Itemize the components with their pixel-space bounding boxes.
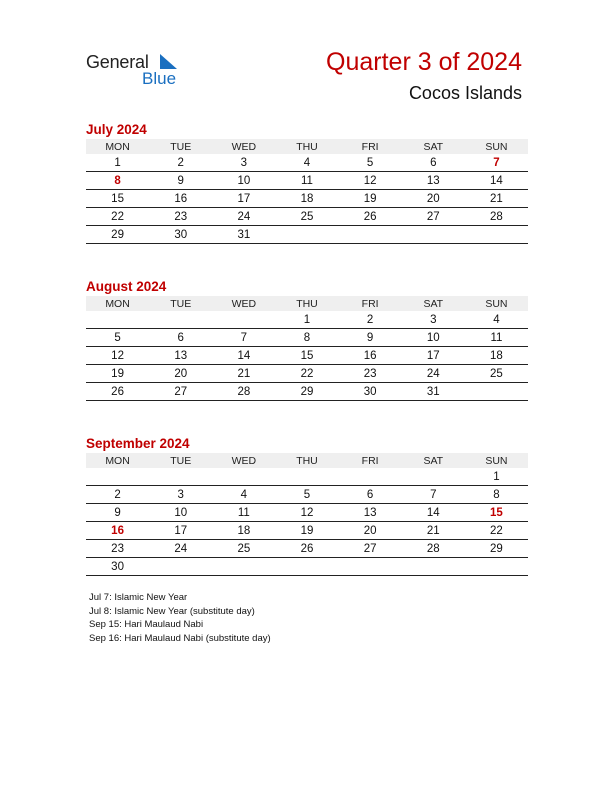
date-cell: 4 bbox=[212, 486, 275, 504]
date-cell: 14 bbox=[402, 504, 465, 522]
weekday-label: WED bbox=[212, 453, 275, 468]
date-cell: 16 bbox=[339, 347, 402, 365]
date-cell bbox=[402, 558, 465, 576]
weekday-label: SAT bbox=[402, 453, 465, 468]
date-cell: 22 bbox=[465, 522, 528, 540]
logo-flag-icon bbox=[158, 54, 178, 70]
week-row bbox=[86, 154, 528, 172]
date-cell: 1 bbox=[275, 311, 338, 329]
week-row bbox=[86, 365, 528, 383]
date-cell: 13 bbox=[402, 172, 465, 190]
date-cell: 23 bbox=[149, 208, 212, 226]
date-cell: 3 bbox=[149, 486, 212, 504]
date-cell bbox=[212, 558, 275, 576]
month-july bbox=[86, 121, 528, 244]
date-cell: 30 bbox=[339, 383, 402, 401]
date-cell: 28 bbox=[465, 208, 528, 226]
weekday-label: SUN bbox=[465, 139, 528, 154]
date-cell: 28 bbox=[402, 540, 465, 558]
date-cell: 25 bbox=[275, 208, 338, 226]
date-cell: 24 bbox=[149, 540, 212, 558]
week-row bbox=[86, 504, 528, 522]
date-cell: 29 bbox=[275, 383, 338, 401]
date-cell: 12 bbox=[339, 172, 402, 190]
week-row bbox=[86, 347, 528, 365]
date-cell: 25 bbox=[212, 540, 275, 558]
holiday-date-cell: 7 bbox=[465, 154, 528, 172]
date-cell: 10 bbox=[149, 504, 212, 522]
weekday-label: FRI bbox=[339, 139, 402, 154]
date-cell: 11 bbox=[275, 172, 338, 190]
weekday-label: SUN bbox=[465, 296, 528, 311]
date-cell bbox=[149, 468, 212, 486]
date-cell: 31 bbox=[212, 226, 275, 244]
date-cell: 30 bbox=[149, 226, 212, 244]
date-cell bbox=[275, 468, 338, 486]
page-subtitle: Cocos Islands bbox=[408, 83, 522, 103]
holiday-date-cell: 16 bbox=[86, 522, 149, 540]
week-row bbox=[86, 311, 528, 329]
date-cell: 22 bbox=[275, 365, 338, 383]
date-cell: 9 bbox=[339, 329, 402, 347]
month-title: August 2024 bbox=[86, 279, 167, 294]
date-cell: 5 bbox=[275, 486, 338, 504]
date-cell: 19 bbox=[86, 365, 149, 383]
holiday-date-cell: 15 bbox=[465, 504, 528, 522]
date-cell: 23 bbox=[86, 540, 149, 558]
date-cell: 4 bbox=[465, 311, 528, 329]
date-cell bbox=[465, 558, 528, 576]
date-cell bbox=[149, 311, 212, 329]
date-cell: 9 bbox=[149, 172, 212, 190]
date-cell: 14 bbox=[465, 172, 528, 190]
weekday-header bbox=[86, 139, 528, 154]
date-cell: 21 bbox=[212, 365, 275, 383]
weekday-label: THU bbox=[275, 453, 338, 468]
date-cell: 26 bbox=[339, 208, 402, 226]
date-cell bbox=[402, 226, 465, 244]
date-cell: 5 bbox=[86, 329, 149, 347]
date-cell: 13 bbox=[149, 347, 212, 365]
weekday-label: TUE bbox=[149, 453, 212, 468]
holiday-note: Sep 16: Hari Maulaud Nabi (substitute day) bbox=[89, 632, 271, 644]
month-august bbox=[86, 278, 528, 401]
week-row bbox=[86, 226, 528, 244]
weekday-header bbox=[86, 453, 528, 468]
date-cell: 10 bbox=[212, 172, 275, 190]
date-cell: 2 bbox=[149, 154, 212, 172]
week-row bbox=[86, 486, 528, 504]
weekday-label: TUE bbox=[149, 296, 212, 311]
date-cell: 3 bbox=[402, 311, 465, 329]
week-row bbox=[86, 190, 528, 208]
date-cell: 6 bbox=[339, 486, 402, 504]
date-cell: 8 bbox=[465, 486, 528, 504]
weekday-label: FRI bbox=[339, 296, 402, 311]
date-cell: 25 bbox=[465, 365, 528, 383]
logo bbox=[86, 52, 196, 92]
weekday-label: MON bbox=[86, 453, 149, 468]
date-cell: 9 bbox=[86, 504, 149, 522]
date-cell: 5 bbox=[339, 154, 402, 172]
holiday-date-cell: 8 bbox=[86, 172, 149, 190]
date-cell: 11 bbox=[212, 504, 275, 522]
date-cell bbox=[212, 468, 275, 486]
date-cell bbox=[275, 558, 338, 576]
date-cell: 8 bbox=[275, 329, 338, 347]
date-cell: 18 bbox=[275, 190, 338, 208]
date-cell: 15 bbox=[86, 190, 149, 208]
date-cell: 27 bbox=[339, 540, 402, 558]
weekday-label: SUN bbox=[465, 453, 528, 468]
date-cell bbox=[86, 468, 149, 486]
date-cell: 16 bbox=[149, 190, 212, 208]
date-cell: 12 bbox=[86, 347, 149, 365]
date-cell: 3 bbox=[212, 154, 275, 172]
date-cell: 20 bbox=[149, 365, 212, 383]
date-cell: 17 bbox=[149, 522, 212, 540]
date-cell: 27 bbox=[149, 383, 212, 401]
date-cell: 17 bbox=[212, 190, 275, 208]
date-cell: 19 bbox=[275, 522, 338, 540]
page-title: Quarter 3 of 2024 bbox=[326, 48, 522, 76]
date-cell: 1 bbox=[465, 468, 528, 486]
date-cell bbox=[149, 558, 212, 576]
logo-blue-text: Blue bbox=[142, 69, 177, 88]
date-cell: 2 bbox=[86, 486, 149, 504]
month-title: September 2024 bbox=[86, 436, 190, 451]
date-cell: 22 bbox=[86, 208, 149, 226]
weekday-label: SAT bbox=[402, 296, 465, 311]
date-cell bbox=[212, 311, 275, 329]
weekday-header bbox=[86, 296, 528, 311]
date-cell: 6 bbox=[402, 154, 465, 172]
date-cell: 7 bbox=[212, 329, 275, 347]
date-cell: 23 bbox=[339, 365, 402, 383]
weekday-label: THU bbox=[275, 296, 338, 311]
week-row bbox=[86, 329, 528, 347]
date-cell: 24 bbox=[402, 365, 465, 383]
date-cell: 14 bbox=[212, 347, 275, 365]
date-cell: 2 bbox=[339, 311, 402, 329]
date-cell: 31 bbox=[402, 383, 465, 401]
weekday-label: TUE bbox=[149, 139, 212, 154]
date-cell: 27 bbox=[402, 208, 465, 226]
week-row bbox=[86, 208, 528, 226]
holiday-notes bbox=[89, 591, 271, 645]
date-cell: 18 bbox=[465, 347, 528, 365]
date-cell: 30 bbox=[86, 558, 149, 576]
date-cell: 7 bbox=[402, 486, 465, 504]
month-september bbox=[86, 435, 528, 576]
week-row bbox=[86, 540, 528, 558]
date-cell: 11 bbox=[465, 329, 528, 347]
date-cell bbox=[339, 558, 402, 576]
date-cell bbox=[402, 468, 465, 486]
logo-general-text: General bbox=[86, 52, 149, 72]
holiday-note: Sep 15: Hari Maulaud Nabi bbox=[89, 619, 204, 630]
calendar-grid bbox=[86, 296, 528, 401]
date-cell bbox=[339, 226, 402, 244]
weekday-label: MON bbox=[86, 139, 149, 154]
date-cell: 10 bbox=[402, 329, 465, 347]
date-cell: 15 bbox=[275, 347, 338, 365]
calendar-grid bbox=[86, 139, 528, 244]
date-cell bbox=[465, 383, 528, 401]
week-row bbox=[86, 558, 528, 576]
date-cell: 20 bbox=[339, 522, 402, 540]
date-cell: 17 bbox=[402, 347, 465, 365]
date-cell: 26 bbox=[275, 540, 338, 558]
date-cell: 13 bbox=[339, 504, 402, 522]
week-row bbox=[86, 522, 528, 540]
date-cell: 18 bbox=[212, 522, 275, 540]
date-cell: 21 bbox=[465, 190, 528, 208]
date-cell: 6 bbox=[149, 329, 212, 347]
weekday-label: MON bbox=[86, 296, 149, 311]
weekday-label: THU bbox=[275, 139, 338, 154]
date-cell: 19 bbox=[339, 190, 402, 208]
date-cell: 1 bbox=[86, 154, 149, 172]
week-row bbox=[86, 468, 528, 486]
date-cell: 12 bbox=[275, 504, 338, 522]
weekday-label: WED bbox=[212, 296, 275, 311]
holiday-note: Jul 7: Islamic New Year bbox=[89, 592, 188, 603]
month-title: July 2024 bbox=[86, 122, 147, 137]
date-cell bbox=[275, 226, 338, 244]
date-cell: 4 bbox=[275, 154, 338, 172]
week-row bbox=[86, 383, 528, 401]
date-cell: 24 bbox=[212, 208, 275, 226]
date-cell bbox=[339, 468, 402, 486]
weekday-label: SAT bbox=[402, 139, 465, 154]
date-cell: 20 bbox=[402, 190, 465, 208]
date-cell bbox=[86, 311, 149, 329]
date-cell: 29 bbox=[465, 540, 528, 558]
date-cell: 29 bbox=[86, 226, 149, 244]
date-cell bbox=[465, 226, 528, 244]
calendar-grid bbox=[86, 453, 528, 576]
holiday-note: Jul 8: Islamic New Year (substitute day) bbox=[89, 605, 255, 617]
week-row bbox=[86, 172, 528, 190]
weekday-label: FRI bbox=[339, 453, 402, 468]
weekday-label: WED bbox=[212, 139, 275, 154]
date-cell: 28 bbox=[212, 383, 275, 401]
date-cell: 26 bbox=[86, 383, 149, 401]
date-cell: 21 bbox=[402, 522, 465, 540]
